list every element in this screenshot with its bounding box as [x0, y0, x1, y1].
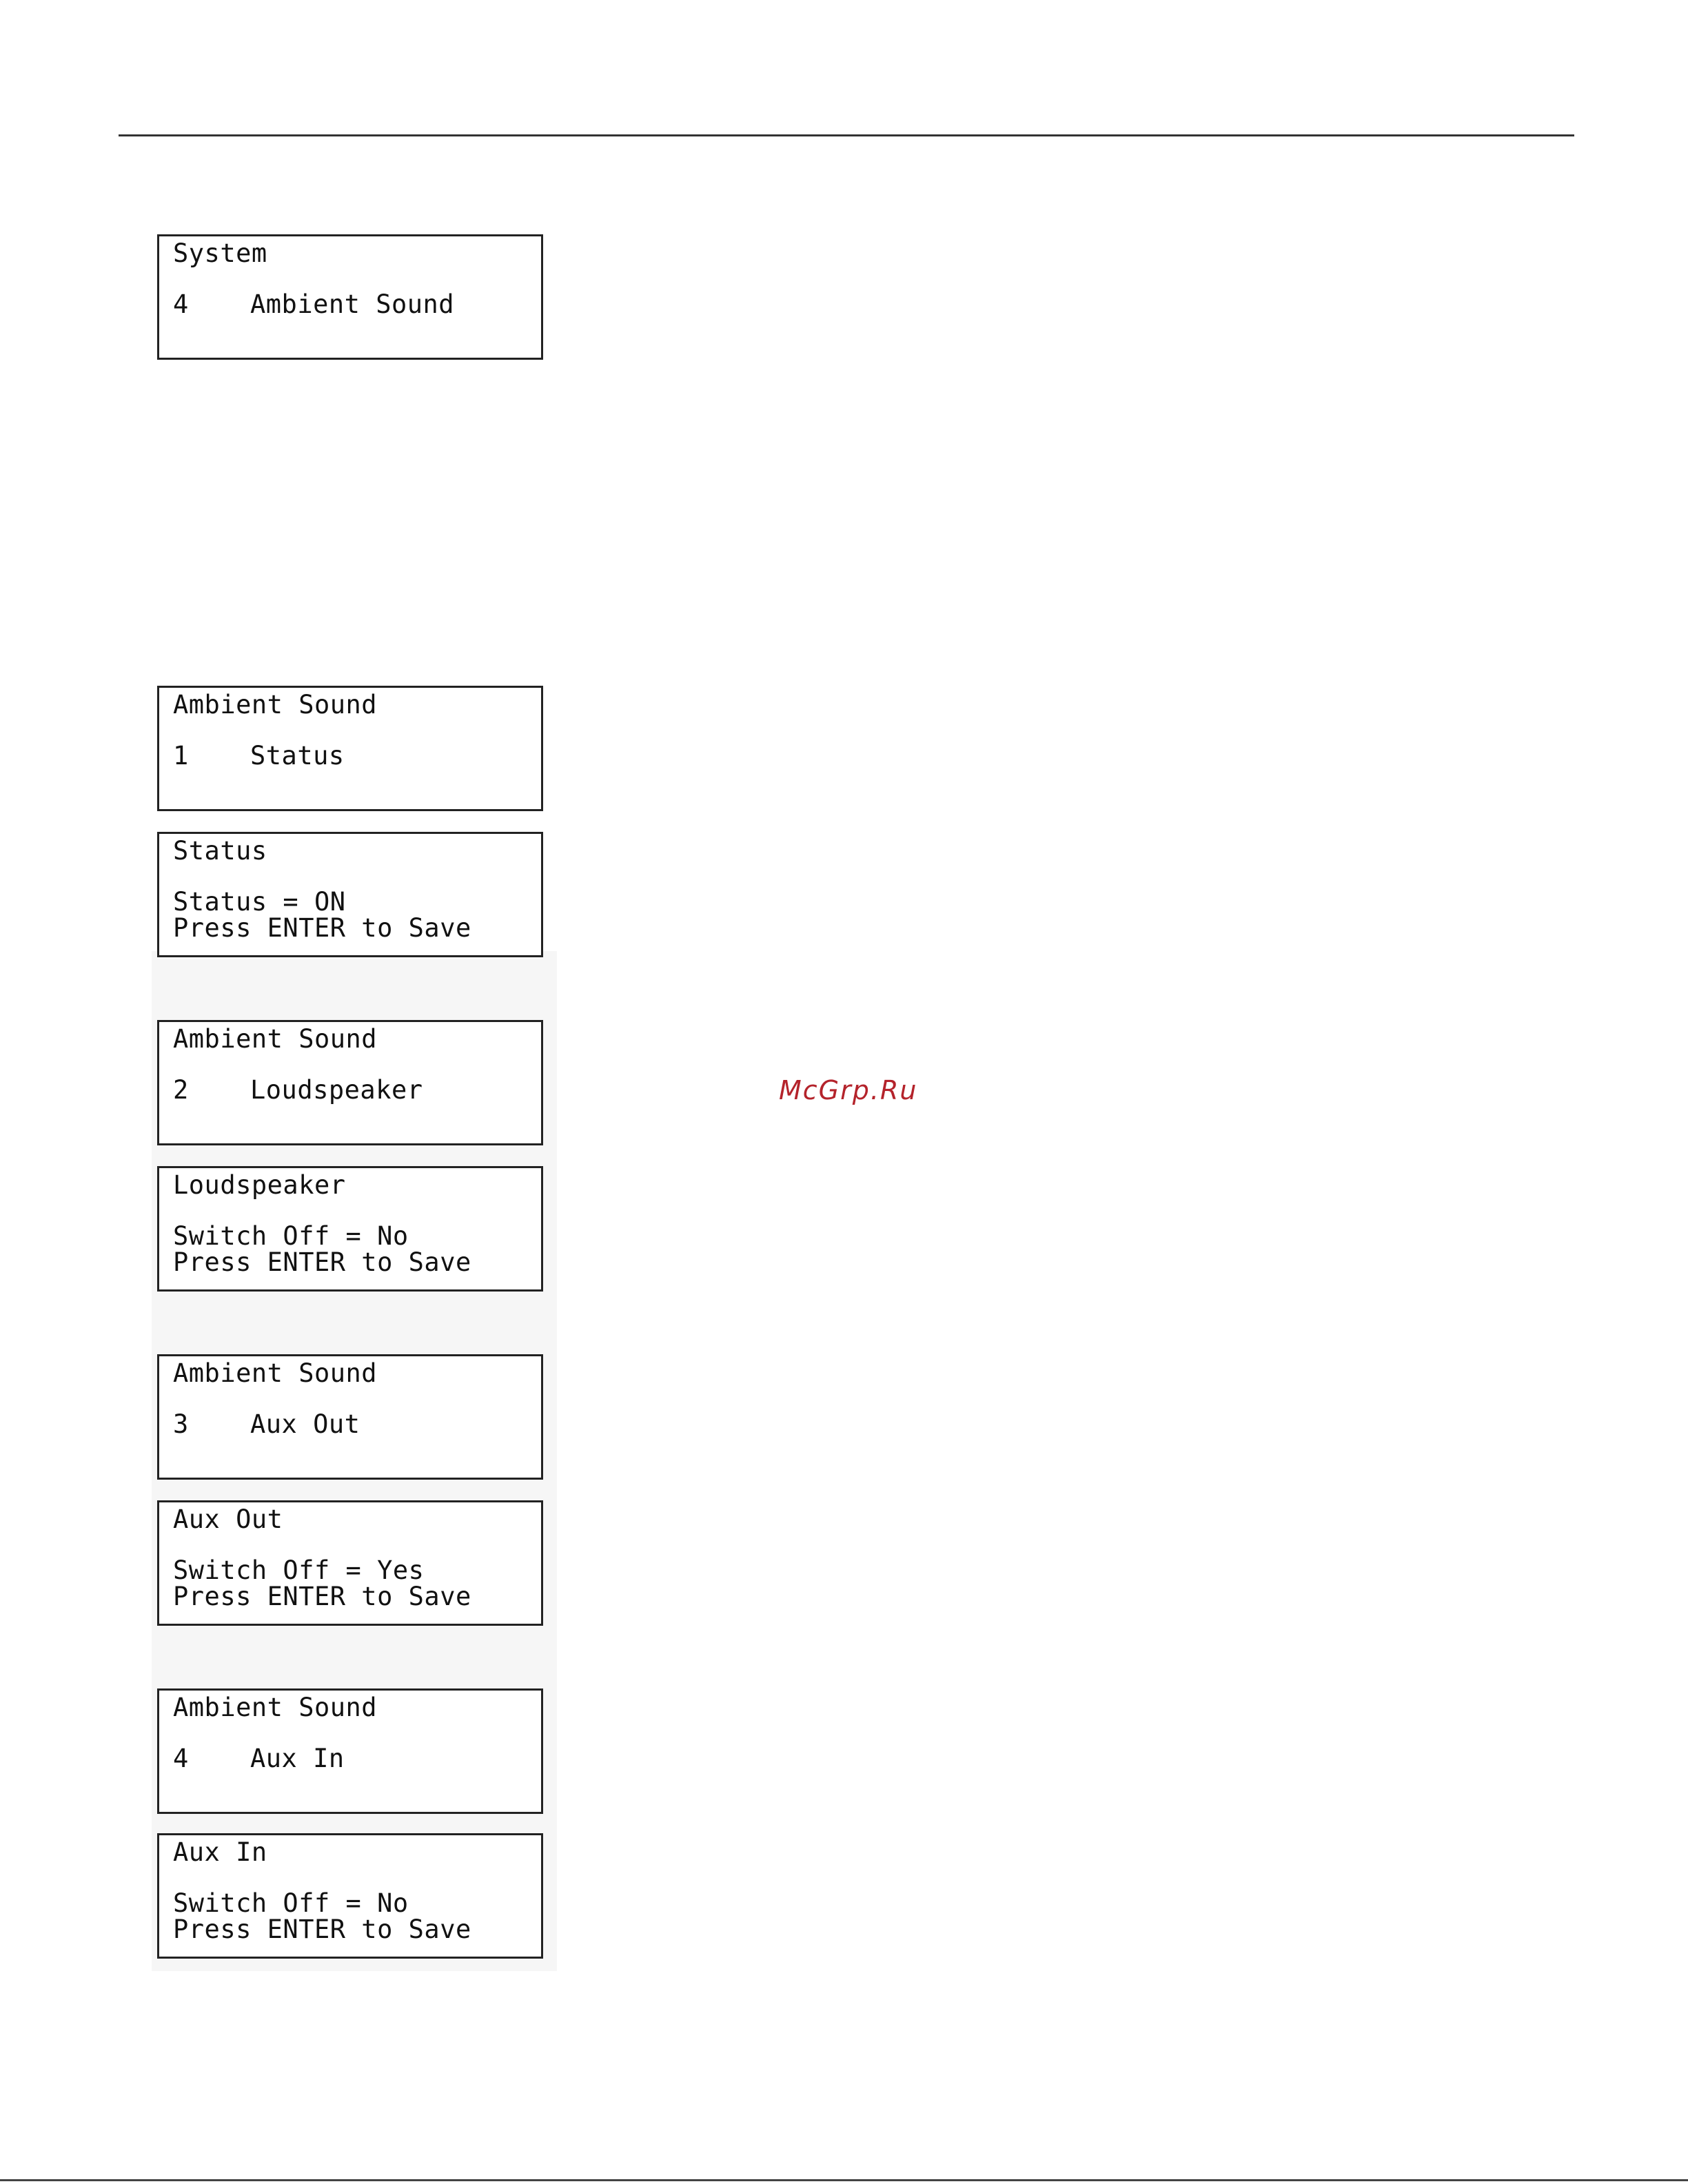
- watermark: McGrp.Ru: [779, 1075, 918, 1105]
- lcd-menu-line: [173, 743, 345, 769]
- lcd-setting-value: Status = ON: [173, 887, 346, 917]
- lcd-title: System: [173, 238, 267, 268]
- lcd-screen-status-setting: [157, 832, 543, 957]
- menu-item-number: 4: [173, 289, 189, 319]
- lcd-screen-aux-out-setting: [157, 1500, 543, 1626]
- menu-item-number: 2: [173, 1075, 189, 1105]
- lcd-title: Aux Out: [173, 1504, 283, 1534]
- lcd-title: Ambient Sound: [173, 1693, 378, 1722]
- menu-item-number: 1: [173, 741, 189, 770]
- lcd-title: Aux In: [173, 1837, 267, 1867]
- header-rule: [119, 134, 1574, 136]
- lcd-title: Status: [173, 836, 267, 866]
- lcd-save-prompt: Press ENTER to Save: [173, 913, 471, 943]
- menu-item-label: Aux In: [250, 1744, 345, 1773]
- lcd-setting-value: Switch Off = No: [173, 1888, 409, 1918]
- lcd-screen-ambient-status-menu: [157, 686, 543, 811]
- menu-item-label: Aux Out: [250, 1409, 360, 1439]
- lcd-title: Loudspeaker: [173, 1170, 346, 1200]
- lcd-setting-value: Switch Off = Yes: [173, 1555, 425, 1585]
- footer-rule: [0, 2179, 1688, 2181]
- lcd-screen-ambient-aux-out-menu: [157, 1354, 543, 1480]
- lcd-screen-ambient-aux-in-menu: [157, 1688, 543, 1814]
- lcd-screen-ambient-loudspeaker-menu: [157, 1020, 543, 1145]
- lcd-menu-line: [173, 1411, 360, 1438]
- menu-item-number: 4: [173, 1744, 189, 1773]
- lcd-screen-aux-in-setting: [157, 1833, 543, 1959]
- menu-item-label: Ambient Sound: [250, 289, 455, 319]
- lcd-title: Ambient Sound: [173, 1024, 378, 1054]
- lcd-save-prompt: Press ENTER to Save: [173, 1247, 471, 1277]
- lcd-screen-loudspeaker-setting: [157, 1166, 543, 1292]
- menu-item-label: Status: [250, 741, 345, 770]
- lcd-title: Ambient Sound: [173, 1358, 378, 1388]
- lcd-menu-line: [173, 289, 455, 319]
- lcd-menu-line: [173, 1746, 345, 1772]
- lcd-menu-line: [173, 1077, 423, 1103]
- lcd-title: Ambient Sound: [173, 690, 378, 720]
- lcd-save-prompt: Press ENTER to Save: [173, 1582, 471, 1611]
- menu-item-label: Loudspeaker: [250, 1075, 423, 1105]
- menu-item-number: 3: [173, 1409, 189, 1439]
- lcd-save-prompt: Press ENTER to Save: [173, 1915, 471, 1944]
- lcd-screen-system-menu: [157, 234, 543, 360]
- lcd-setting-value: Switch Off = No: [173, 1221, 409, 1251]
